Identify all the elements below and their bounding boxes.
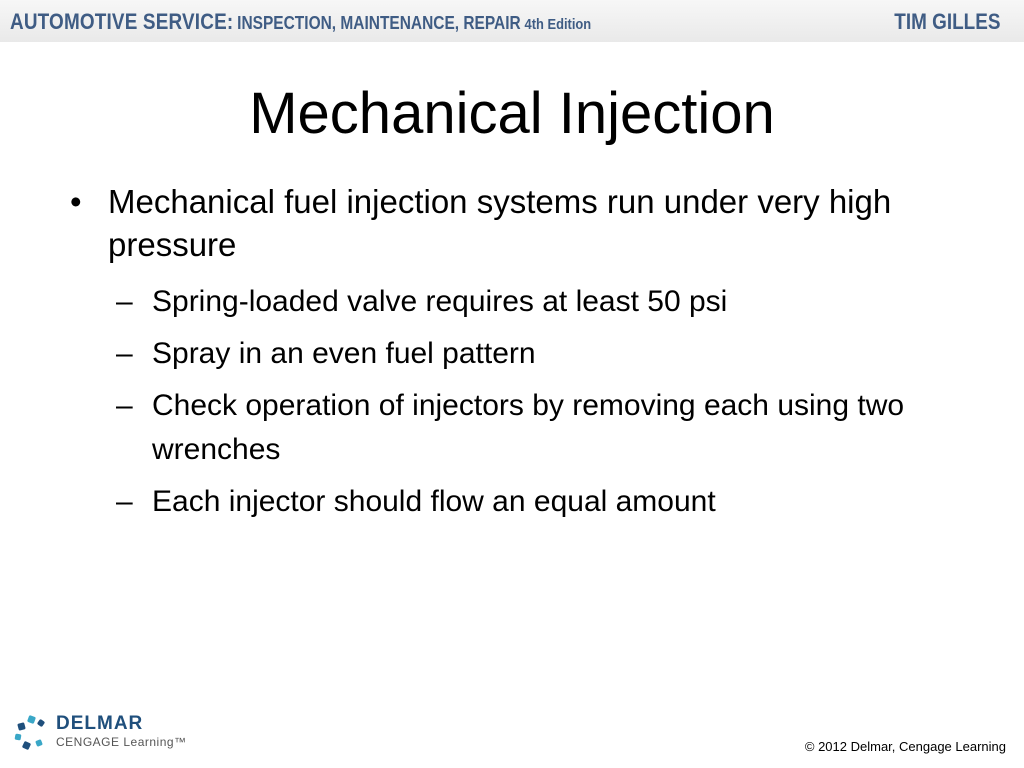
logo-delmar-text: DELMAR bbox=[56, 713, 144, 734]
bullet-dot-icon: • bbox=[70, 183, 82, 220]
delmar-logo bbox=[14, 712, 194, 756]
sub-bullet bbox=[70, 384, 970, 472]
dash-icon: – bbox=[116, 389, 133, 422]
sub-bullet-text: Check operation of injectors by removing each using two wrenches bbox=[152, 389, 905, 466]
sub-bullet-text: Spring-loaded valve requires at least 50 psi bbox=[152, 285, 728, 318]
header-banner bbox=[0, 0, 1024, 42]
slide-title: Mechanical Injection bbox=[249, 81, 775, 146]
book-edition: 4th Edition bbox=[524, 16, 592, 33]
copyright-notice: © 2012 Delmar, Cengage Learning bbox=[804, 739, 1006, 754]
sub-bullet bbox=[70, 480, 970, 524]
dash-icon: – bbox=[116, 285, 133, 318]
sub-bullet-text: Each injector should flow an equal amount bbox=[152, 485, 716, 518]
author-name: TIM GILLES bbox=[893, 9, 1000, 34]
logo-cengage-text: CENGAGE Learning™ bbox=[56, 735, 187, 749]
slide-content bbox=[70, 180, 970, 532]
sub-bullet bbox=[70, 332, 970, 376]
book-title-main: AUTOMOTIVE SERVICE: bbox=[10, 9, 234, 34]
book-title-sub: INSPECTION, MAINTENANCE, REPAIR bbox=[237, 13, 521, 33]
bullet-main-text: Mechanical fuel injection systems run under very high pressure bbox=[108, 183, 892, 263]
dash-icon: – bbox=[116, 485, 133, 518]
sub-bullet-text: Spray in an even fuel pattern bbox=[152, 337, 536, 370]
book-title bbox=[10, 9, 591, 35]
dash-icon: – bbox=[116, 337, 133, 370]
sub-bullet bbox=[70, 280, 970, 324]
bullet-main bbox=[70, 180, 970, 266]
delmar-logo-mark-icon bbox=[14, 714, 50, 752]
